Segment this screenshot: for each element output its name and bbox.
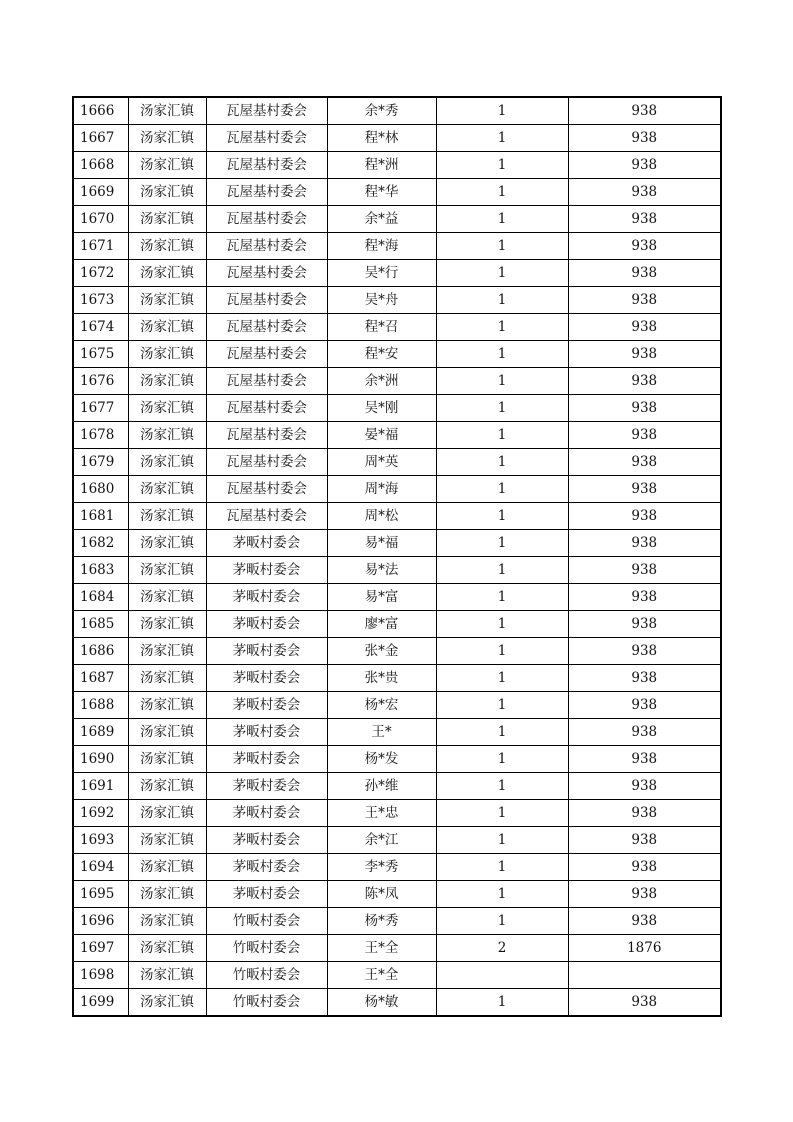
village-committee-cell: 茅畈村委会 [206, 611, 327, 638]
amount-cell [568, 962, 721, 989]
serial-number-cell: 1699 [73, 989, 128, 1017]
serial-number-cell: 1698 [73, 962, 128, 989]
name-cell: 余*益 [327, 206, 436, 233]
count-cell: 1 [436, 125, 568, 152]
name-cell: 杨*发 [327, 746, 436, 773]
count-cell: 1 [436, 422, 568, 449]
town-cell: 汤家汇镇 [128, 97, 206, 125]
village-committee-cell: 茅畈村委会 [206, 584, 327, 611]
town-cell: 汤家汇镇 [128, 530, 206, 557]
count-cell: 1 [436, 800, 568, 827]
serial-number-cell: 1673 [73, 287, 128, 314]
name-cell: 孙*维 [327, 773, 436, 800]
serial-number-cell: 1686 [73, 638, 128, 665]
village-committee-cell: 瓦屋基村委会 [206, 395, 327, 422]
town-cell: 汤家汇镇 [128, 557, 206, 584]
serial-number-cell: 1667 [73, 125, 128, 152]
serial-number-cell: 1675 [73, 341, 128, 368]
amount-cell: 938 [568, 476, 721, 503]
table-row [73, 179, 721, 206]
serial-number-cell: 1677 [73, 395, 128, 422]
table-row [73, 719, 721, 746]
table-row [73, 260, 721, 287]
serial-number-cell: 1690 [73, 746, 128, 773]
count-cell: 1 [436, 233, 568, 260]
table-row [73, 989, 721, 1017]
amount-cell: 938 [568, 557, 721, 584]
town-cell: 汤家汇镇 [128, 773, 206, 800]
name-cell: 王*全 [327, 962, 436, 989]
village-committee-cell: 瓦屋基村委会 [206, 179, 327, 206]
name-cell: 余*洲 [327, 368, 436, 395]
village-committee-cell: 瓦屋基村委会 [206, 125, 327, 152]
name-cell: 周*海 [327, 476, 436, 503]
town-cell: 汤家汇镇 [128, 125, 206, 152]
serial-number-cell: 1676 [73, 368, 128, 395]
village-committee-cell: 茅畈村委会 [206, 692, 327, 719]
name-cell: 王*全 [327, 935, 436, 962]
village-committee-cell: 瓦屋基村委会 [206, 314, 327, 341]
serial-number-cell: 1672 [73, 260, 128, 287]
village-committee-cell: 瓦屋基村委会 [206, 368, 327, 395]
village-committee-cell: 竹畈村委会 [206, 908, 327, 935]
table-row [73, 908, 721, 935]
count-cell: 1 [436, 584, 568, 611]
amount-cell: 938 [568, 97, 721, 125]
name-cell: 周*英 [327, 449, 436, 476]
count-cell: 1 [436, 395, 568, 422]
town-cell: 汤家汇镇 [128, 179, 206, 206]
table-row [73, 746, 721, 773]
count-cell: 1 [436, 503, 568, 530]
table-row [73, 962, 721, 989]
amount-cell: 938 [568, 773, 721, 800]
town-cell: 汤家汇镇 [128, 233, 206, 260]
town-cell: 汤家汇镇 [128, 449, 206, 476]
town-cell: 汤家汇镇 [128, 476, 206, 503]
amount-cell: 938 [568, 314, 721, 341]
village-committee-cell: 茅畈村委会 [206, 881, 327, 908]
amount-cell: 938 [568, 260, 721, 287]
name-cell: 吴*刚 [327, 395, 436, 422]
table-row [73, 314, 721, 341]
count-cell: 1 [436, 854, 568, 881]
village-committee-cell: 茅畈村委会 [206, 665, 327, 692]
name-cell: 易*法 [327, 557, 436, 584]
table-row [73, 611, 721, 638]
count-cell: 1 [436, 827, 568, 854]
name-cell: 周*松 [327, 503, 436, 530]
table-row [73, 638, 721, 665]
village-committee-cell: 茅畈村委会 [206, 719, 327, 746]
name-cell: 易*福 [327, 530, 436, 557]
village-committee-cell: 瓦屋基村委会 [206, 152, 327, 179]
village-committee-cell: 瓦屋基村委会 [206, 503, 327, 530]
count-cell: 1 [436, 908, 568, 935]
amount-cell: 938 [568, 881, 721, 908]
table-row [73, 503, 721, 530]
village-committee-cell: 茅畈村委会 [206, 854, 327, 881]
serial-number-cell: 1692 [73, 800, 128, 827]
table-row [73, 854, 721, 881]
town-cell: 汤家汇镇 [128, 260, 206, 287]
village-committee-cell: 茅畈村委会 [206, 557, 327, 584]
count-cell: 1 [436, 989, 568, 1017]
table-row [73, 206, 721, 233]
name-cell: 程*华 [327, 179, 436, 206]
serial-number-cell: 1670 [73, 206, 128, 233]
name-cell: 李*秀 [327, 854, 436, 881]
amount-cell: 938 [568, 719, 721, 746]
amount-cell: 938 [568, 152, 721, 179]
serial-number-cell: 1689 [73, 719, 128, 746]
town-cell: 汤家汇镇 [128, 989, 206, 1017]
table-row [73, 557, 721, 584]
town-cell: 汤家汇镇 [128, 368, 206, 395]
count-cell: 1 [436, 179, 568, 206]
name-cell: 廖*富 [327, 611, 436, 638]
amount-cell: 938 [568, 422, 721, 449]
town-cell: 汤家汇镇 [128, 827, 206, 854]
count-cell: 1 [436, 152, 568, 179]
count-cell: 1 [436, 719, 568, 746]
serial-number-cell: 1678 [73, 422, 128, 449]
name-cell: 程*林 [327, 125, 436, 152]
amount-cell: 938 [568, 638, 721, 665]
table-row [73, 692, 721, 719]
count-cell: 1 [436, 260, 568, 287]
town-cell: 汤家汇镇 [128, 746, 206, 773]
amount-cell: 938 [568, 233, 721, 260]
amount-cell: 938 [568, 368, 721, 395]
amount-cell: 938 [568, 665, 721, 692]
amount-cell: 938 [568, 125, 721, 152]
village-committee-cell: 瓦屋基村委会 [206, 341, 327, 368]
count-cell: 2 [436, 935, 568, 962]
table-row [73, 125, 721, 152]
name-cell: 程*召 [327, 314, 436, 341]
village-committee-cell: 茅畈村委会 [206, 800, 327, 827]
records-table [72, 96, 722, 1017]
town-cell: 汤家汇镇 [128, 719, 206, 746]
serial-number-cell: 1674 [73, 314, 128, 341]
count-cell: 1 [436, 530, 568, 557]
amount-cell: 938 [568, 989, 721, 1017]
name-cell: 杨*宏 [327, 692, 436, 719]
amount-cell: 938 [568, 503, 721, 530]
amount-cell: 938 [568, 179, 721, 206]
table-row [73, 341, 721, 368]
name-cell: 张*金 [327, 638, 436, 665]
amount-cell: 938 [568, 395, 721, 422]
town-cell: 汤家汇镇 [128, 881, 206, 908]
name-cell: 易*富 [327, 584, 436, 611]
table-row [73, 530, 721, 557]
name-cell: 陈*凤 [327, 881, 436, 908]
table-row [73, 97, 721, 125]
village-committee-cell: 竹畈村委会 [206, 935, 327, 962]
table-row [73, 584, 721, 611]
serial-number-cell: 1697 [73, 935, 128, 962]
serial-number-cell: 1679 [73, 449, 128, 476]
village-committee-cell: 竹畈村委会 [206, 962, 327, 989]
name-cell: 程*安 [327, 341, 436, 368]
village-committee-cell: 茅畈村委会 [206, 638, 327, 665]
table-row [73, 152, 721, 179]
table-row [73, 773, 721, 800]
village-committee-cell: 瓦屋基村委会 [206, 422, 327, 449]
town-cell: 汤家汇镇 [128, 908, 206, 935]
town-cell: 汤家汇镇 [128, 422, 206, 449]
amount-cell: 938 [568, 287, 721, 314]
serial-number-cell: 1683 [73, 557, 128, 584]
table-row [73, 368, 721, 395]
town-cell: 汤家汇镇 [128, 287, 206, 314]
table-row [73, 881, 721, 908]
table-row [73, 395, 721, 422]
serial-number-cell: 1680 [73, 476, 128, 503]
serial-number-cell: 1695 [73, 881, 128, 908]
amount-cell: 938 [568, 611, 721, 638]
village-committee-cell: 竹畈村委会 [206, 989, 327, 1017]
count-cell: 1 [436, 557, 568, 584]
table-row [73, 449, 721, 476]
village-committee-cell: 瓦屋基村委会 [206, 476, 327, 503]
serial-number-cell: 1696 [73, 908, 128, 935]
name-cell: 张*贵 [327, 665, 436, 692]
village-committee-cell: 瓦屋基村委会 [206, 260, 327, 287]
serial-number-cell: 1693 [73, 827, 128, 854]
count-cell: 1 [436, 449, 568, 476]
table-row [73, 665, 721, 692]
village-committee-cell: 瓦屋基村委会 [206, 97, 327, 125]
name-cell: 余*秀 [327, 97, 436, 125]
table-row [73, 476, 721, 503]
amount-cell: 938 [568, 206, 721, 233]
name-cell: 吴*舟 [327, 287, 436, 314]
town-cell: 汤家汇镇 [128, 800, 206, 827]
village-committee-cell: 茅畈村委会 [206, 827, 327, 854]
village-committee-cell: 瓦屋基村委会 [206, 287, 327, 314]
amount-cell: 938 [568, 449, 721, 476]
count-cell: 1 [436, 287, 568, 314]
town-cell: 汤家汇镇 [128, 341, 206, 368]
serial-number-cell: 1684 [73, 584, 128, 611]
serial-number-cell: 1666 [73, 97, 128, 125]
town-cell: 汤家汇镇 [128, 692, 206, 719]
serial-number-cell: 1685 [73, 611, 128, 638]
village-committee-cell: 茅畈村委会 [206, 530, 327, 557]
name-cell: 杨*敏 [327, 989, 436, 1017]
amount-cell: 938 [568, 530, 721, 557]
count-cell: 1 [436, 611, 568, 638]
count-cell: 1 [436, 368, 568, 395]
count-cell: 1 [436, 476, 568, 503]
serial-number-cell: 1669 [73, 179, 128, 206]
name-cell: 吴*行 [327, 260, 436, 287]
amount-cell: 1876 [568, 935, 721, 962]
town-cell: 汤家汇镇 [128, 152, 206, 179]
town-cell: 汤家汇镇 [128, 206, 206, 233]
amount-cell: 938 [568, 800, 721, 827]
name-cell: 杨*秀 [327, 908, 436, 935]
table-row [73, 233, 721, 260]
count-cell: 1 [436, 746, 568, 773]
count-cell: 1 [436, 314, 568, 341]
count-cell: 1 [436, 692, 568, 719]
serial-number-cell: 1668 [73, 152, 128, 179]
name-cell: 程*海 [327, 233, 436, 260]
village-committee-cell: 瓦屋基村委会 [206, 233, 327, 260]
table-row [73, 287, 721, 314]
serial-number-cell: 1691 [73, 773, 128, 800]
town-cell: 汤家汇镇 [128, 503, 206, 530]
count-cell: 1 [436, 206, 568, 233]
serial-number-cell: 1681 [73, 503, 128, 530]
count-cell: 1 [436, 341, 568, 368]
town-cell: 汤家汇镇 [128, 854, 206, 881]
name-cell: 王* [327, 719, 436, 746]
name-cell: 王*忠 [327, 800, 436, 827]
town-cell: 汤家汇镇 [128, 665, 206, 692]
serial-number-cell: 1671 [73, 233, 128, 260]
table-row [73, 800, 721, 827]
serial-number-cell: 1687 [73, 665, 128, 692]
table-row [73, 935, 721, 962]
count-cell: 1 [436, 773, 568, 800]
table-row [73, 827, 721, 854]
village-committee-cell: 瓦屋基村委会 [206, 206, 327, 233]
name-cell: 晏*福 [327, 422, 436, 449]
serial-number-cell: 1694 [73, 854, 128, 881]
name-cell: 余*江 [327, 827, 436, 854]
amount-cell: 938 [568, 341, 721, 368]
amount-cell: 938 [568, 827, 721, 854]
town-cell: 汤家汇镇 [128, 935, 206, 962]
serial-number-cell: 1688 [73, 692, 128, 719]
name-cell: 程*洲 [327, 152, 436, 179]
village-committee-cell: 茅畈村委会 [206, 773, 327, 800]
amount-cell: 938 [568, 746, 721, 773]
count-cell: 1 [436, 881, 568, 908]
amount-cell: 938 [568, 692, 721, 719]
town-cell: 汤家汇镇 [128, 314, 206, 341]
town-cell: 汤家汇镇 [128, 584, 206, 611]
town-cell: 汤家汇镇 [128, 395, 206, 422]
town-cell: 汤家汇镇 [128, 962, 206, 989]
serial-number-cell: 1682 [73, 530, 128, 557]
village-committee-cell: 茅畈村委会 [206, 746, 327, 773]
count-cell: 1 [436, 638, 568, 665]
town-cell: 汤家汇镇 [128, 611, 206, 638]
count-cell: 1 [436, 665, 568, 692]
village-committee-cell: 瓦屋基村委会 [206, 449, 327, 476]
amount-cell: 938 [568, 584, 721, 611]
town-cell: 汤家汇镇 [128, 638, 206, 665]
amount-cell: 938 [568, 908, 721, 935]
count-cell [436, 962, 568, 989]
count-cell: 1 [436, 97, 568, 125]
table-body [73, 97, 721, 1016]
amount-cell: 938 [568, 854, 721, 881]
table-row [73, 422, 721, 449]
